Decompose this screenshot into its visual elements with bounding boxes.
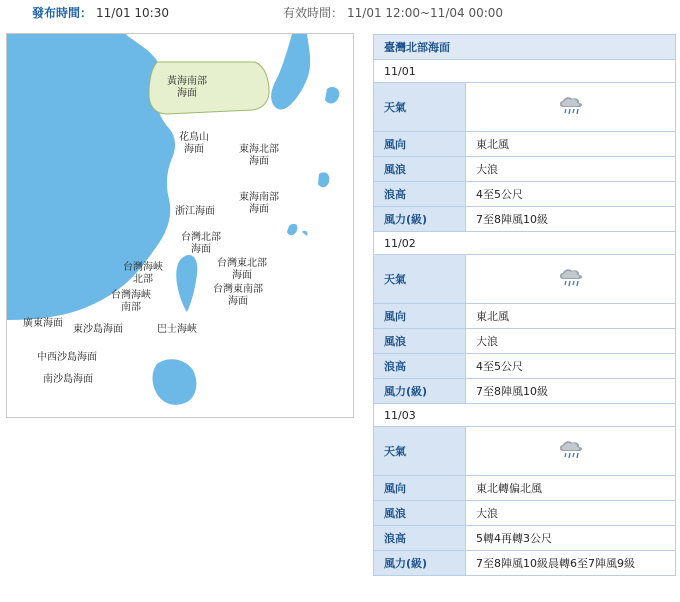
map-label-3: 浙江海面 xyxy=(175,206,215,217)
forecast-row xyxy=(374,501,676,526)
forecast-key: 風向 xyxy=(374,304,466,329)
valid-time xyxy=(283,4,503,21)
forecast-row xyxy=(374,329,676,354)
forecast-row xyxy=(374,182,676,207)
forecast-row xyxy=(374,354,676,379)
forecast-value: 4至5公尺 xyxy=(466,354,676,379)
map-label-12: 中西沙島海面 xyxy=(37,352,97,363)
forecast-value: 東北轉偏北風 xyxy=(466,476,676,501)
forecast-row xyxy=(374,304,676,329)
forecast-row xyxy=(374,526,676,551)
forecast-key: 風浪 xyxy=(374,157,466,182)
map-label-7: 台灣海峽 南部 xyxy=(111,290,151,313)
rain-cloud-icon xyxy=(557,279,585,292)
forecast-value: 7至8陣風10級 xyxy=(466,379,676,404)
forecast-key: 風浪 xyxy=(374,501,466,526)
forecast-value: 大浪 xyxy=(466,329,676,354)
forecast-weather-cell xyxy=(466,83,676,132)
forecast-key: 風向 xyxy=(374,132,466,157)
map-label-1: 東海北部 海面 xyxy=(239,144,279,167)
forecast-row xyxy=(374,255,676,304)
issue-time xyxy=(32,4,169,21)
forecast-value: 7至8陣風10級 xyxy=(466,207,676,232)
map-label-yellow-sea-south: 黃海南部 海面 xyxy=(167,76,207,99)
forecast-date: 11/01 xyxy=(374,60,676,83)
map-label-11: 巴士海峽 xyxy=(157,324,197,335)
forecast-key: 風力(級) xyxy=(374,379,466,404)
forecast-row xyxy=(374,379,676,404)
forecast-key: 天氣 xyxy=(374,83,466,132)
valid-time-value: 11/01 12:00~11/04 00:00 xyxy=(347,6,504,20)
forecast-table xyxy=(373,34,676,576)
map-label-8: 台灣東南部 海面 xyxy=(213,284,263,307)
forecast-key: 風向 xyxy=(374,476,466,501)
forecast-row xyxy=(374,83,676,132)
forecast-weather-cell xyxy=(466,255,676,304)
map-label-10: 東沙島海面 xyxy=(73,324,123,335)
forecast-key: 天氣 xyxy=(374,427,466,476)
forecast-value: 5轉4再轉3公尺 xyxy=(466,526,676,551)
forecast-key: 浪高 xyxy=(374,526,466,551)
forecast-key: 天氣 xyxy=(374,255,466,304)
forecast-date: 11/03 xyxy=(374,404,676,427)
forecast-value: 大浪 xyxy=(466,157,676,182)
sea-area-map xyxy=(6,33,354,418)
forecast-row xyxy=(374,157,676,182)
map-label-13: 南沙島海面 xyxy=(43,374,93,385)
forecast-date: 11/02 xyxy=(374,232,676,255)
forecast-key: 浪高 xyxy=(374,182,466,207)
forecast-key: 風力(級) xyxy=(374,207,466,232)
forecast-value: 東北風 xyxy=(466,132,676,157)
map-label-9: 廣東海面 xyxy=(23,318,63,329)
forecast-date-row xyxy=(374,404,676,427)
forecast-value: 7至8陣風10級晨轉6至7陣風9級 xyxy=(466,551,676,576)
forecast-key: 風浪 xyxy=(374,329,466,354)
map-label-6: 台灣東北部 海面 xyxy=(217,258,267,281)
forecast-date-row xyxy=(374,232,676,255)
forecast-weather-cell xyxy=(466,427,676,476)
forecast-value: 東北風 xyxy=(466,304,676,329)
forecast-row xyxy=(374,207,676,232)
issue-time-label: 發布時間： xyxy=(32,6,93,20)
forecast-row xyxy=(374,476,676,501)
valid-time-label: 有效時間： xyxy=(283,6,344,20)
issue-time-value: 11/01 10:30 xyxy=(96,6,169,20)
forecast-row xyxy=(374,551,676,576)
rain-cloud-icon xyxy=(557,107,585,120)
forecast-row xyxy=(374,132,676,157)
map-label-5: 台灣海峽 北部 xyxy=(123,262,163,285)
forecast-key: 浪高 xyxy=(374,354,466,379)
forecast-row xyxy=(374,427,676,476)
forecast-value: 大浪 xyxy=(466,501,676,526)
rain-cloud-icon xyxy=(557,451,585,464)
forecast-region-title: 臺灣北部海面 xyxy=(374,35,676,60)
map-label-4: 台灣北部 海面 xyxy=(181,232,221,255)
forecast-date-row xyxy=(374,60,676,83)
map-label-0: 花鳥山 海面 xyxy=(179,132,209,155)
forecast-value: 4至5公尺 xyxy=(466,182,676,207)
forecast-key: 風力(級) xyxy=(374,551,466,576)
map-label-2: 東海南部 海面 xyxy=(239,192,279,215)
forecast-region-row xyxy=(374,35,676,60)
